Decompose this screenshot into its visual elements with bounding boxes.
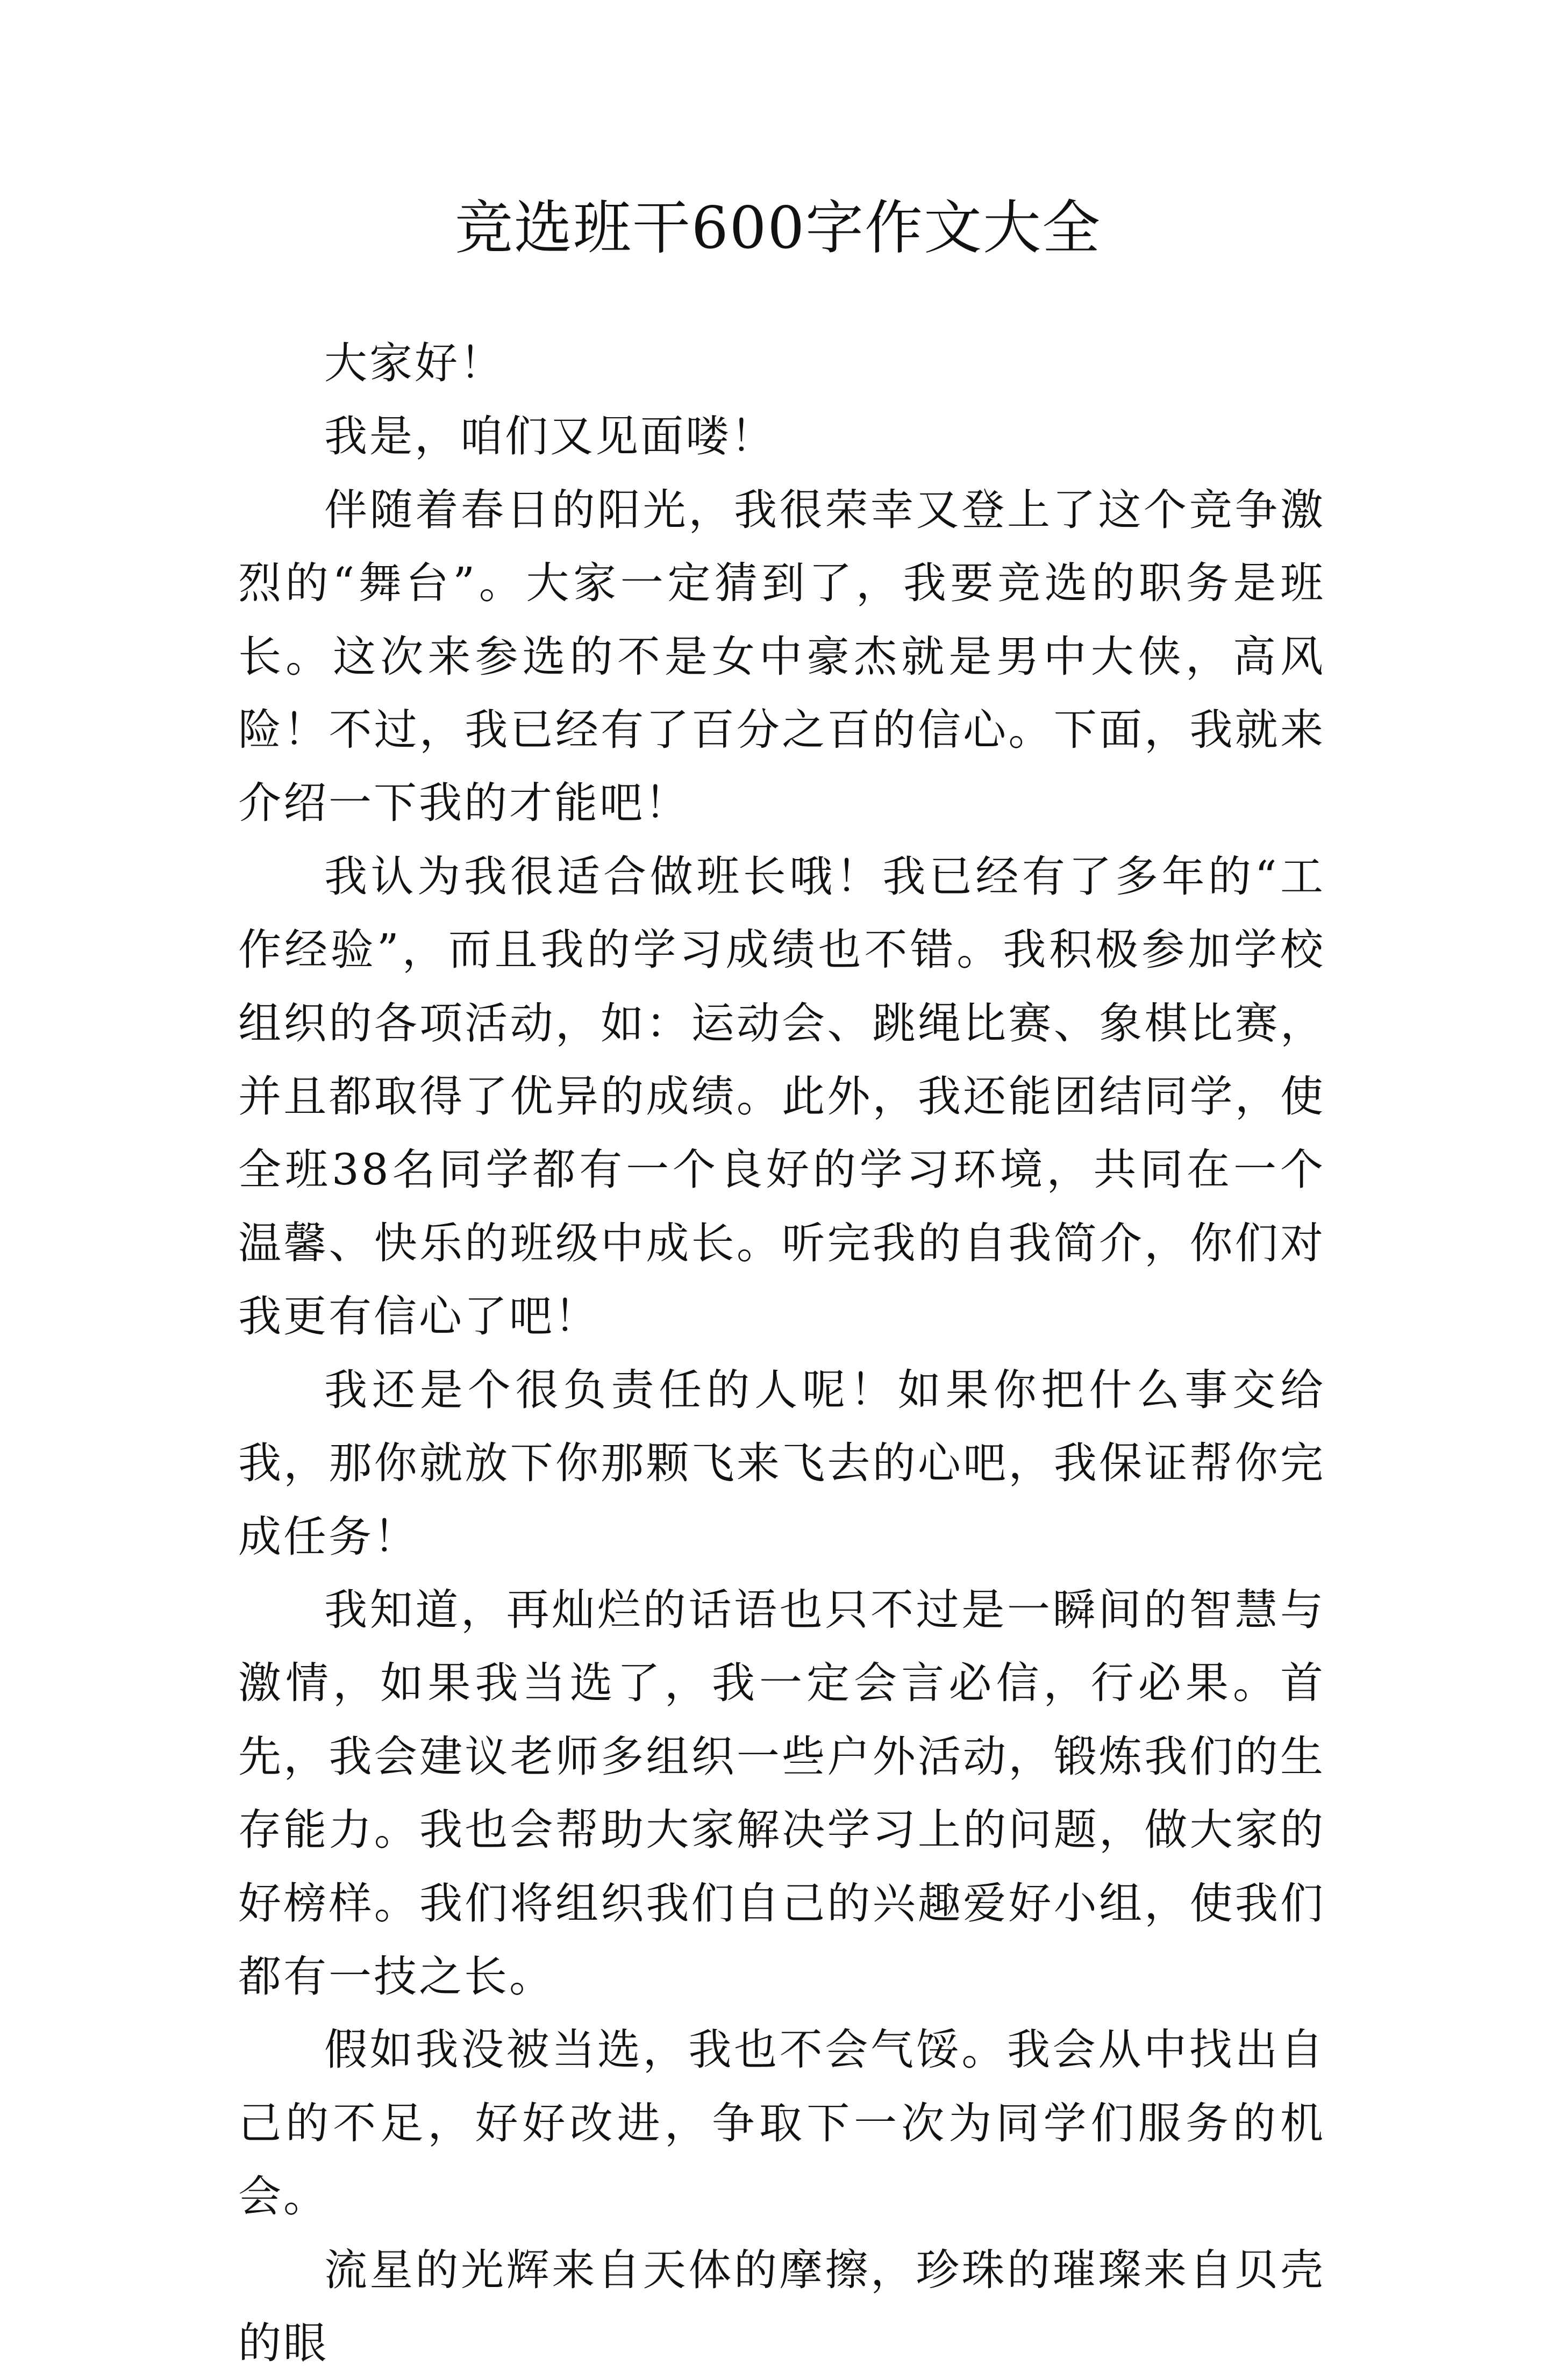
paragraph-responsibility: 我还是个很负责任的人呢！如果你把什么事交给我，那你就放下你那颗飞来飞去的心吧，我保证帮你完成任务！ — [238, 1364, 1325, 1562]
paragraph-greeting: 大家好！ — [324, 338, 505, 388]
document-title: 竞选班干600字作文大全 — [454, 195, 1102, 262]
paragraph-intro: 我是，咱们又见面喽！ — [324, 411, 776, 462]
paragraph-stage: 伴随着春日的阳光，我很荣幸又登上了这个竞争激烈的“舞台”。大家一定猜到了，我要竞选的职务是班长。这次来参选的不是女中豪杰就是男中大侠，高风险！不过，我已经有了百分之百的信心。下面，我就来介绍一下我的才能吧！ — [238, 484, 1325, 828]
paragraph-if-not-elected: 假如我没被当选，我也不会气馁。我会从中找出自己的不足，好好改进，争取下一次为同学们服务的机会。 — [238, 2025, 1325, 2222]
paragraph-closing: 流星的光辉来自天体的摩擦，珍珠的璀璨来自贝壳的眼 — [238, 2245, 1325, 2368]
paragraph-promises: 我知道，再灿烂的话语也只不过是一瞬间的智慧与激情，如果我当选了，我一定会言必信，行必果。首先，我会建议老师多组织一些户外活动，锻炼我们的生存能力。我也会帮助大家解决学习上的问题，做大家的好榜样。我们将组织我们自己的兴趣爱好小组，使我们都有一技之长。 — [238, 1584, 1325, 2002]
paragraph-qualifications: 我认为我很适合做班长哦！我已经有了多年的“工作经验”，而且我的学习成绩也不错。我积极参加学校组织的各项活动，如：运动会、跳绳比赛、象棋比赛，并且都取得了优异的成绩。此外，我还能团结同学，使全班38名同学都有一个良好的学习环境，共同在一个温馨、快乐的班级中成长。听完我的自我简介，你们对我更有信心了吧！ — [238, 851, 1325, 1342]
document-body — [238, 327, 1325, 2380]
